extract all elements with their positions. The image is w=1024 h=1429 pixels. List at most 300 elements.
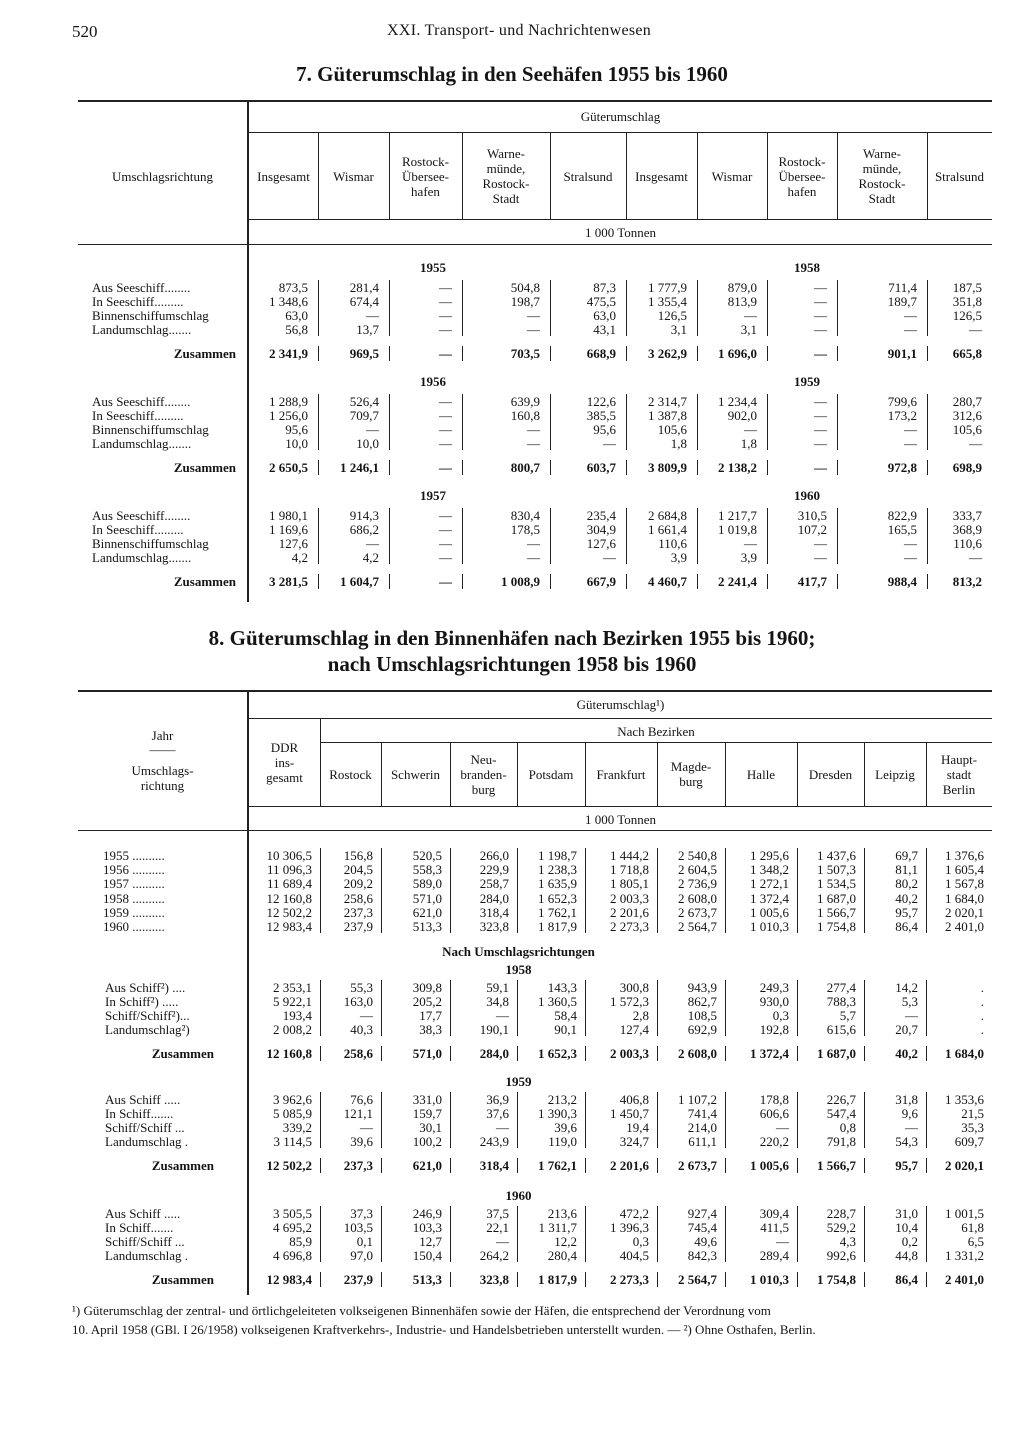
table-cell: — [904,322,917,337]
table-row [0,876,1024,891]
table8-column-header: Magde- burg [670,759,712,789]
table-cell: 312,6 [952,408,982,423]
column-rule [926,742,927,806]
table-cell: — [360,1008,373,1023]
table-cell: — [814,550,827,565]
table-cell: 156,8 [343,848,373,863]
table-cell: 3 505,5 [273,1206,312,1221]
table-cell: 1 687,0 [817,1046,856,1061]
column-rule [864,848,865,933]
table-cell: 95,6 [593,422,616,437]
column-rule [585,1046,586,1061]
table-cell: 992,6 [826,1248,856,1263]
table-cell: 204,5 [343,862,373,878]
table-cell: 5,7 [839,1008,856,1023]
column-rule [585,848,586,933]
table-cell: — [527,308,540,323]
table-cell: 228,7 [826,1206,856,1221]
table-cell: 822,9 [887,508,917,523]
table-cell: 150,4 [412,1248,442,1263]
column-rule [462,280,463,336]
row-label: Aus Seeschiff........ [92,508,191,523]
column-rule [797,742,798,806]
table-cell: 0,3 [772,1008,789,1023]
table-cell: 504,8 [510,280,540,295]
table-cell: — [439,436,452,451]
table-cell: 2 540,8 [678,848,717,863]
table-cell: 603,7 [586,460,616,475]
column-rule [837,132,838,219]
table-cell: — [904,536,917,551]
column-rule [837,460,838,475]
table-cell: — [776,1234,789,1249]
table-cell: 2 673,7 [678,904,717,920]
table-cell: 63,0 [285,308,308,323]
table-cell: 2 020,1 [945,904,984,920]
table-cell: 2 273,3 [610,919,649,934]
column-rule [318,394,319,450]
table-cell: — [527,550,540,565]
table-cell: 281,4 [349,280,379,295]
table-cell: 1 805,1 [610,876,649,892]
row-label: Zusammen [151,1272,214,1287]
table-cell: — [439,394,452,409]
table-cell: — [814,308,827,323]
table-cell: 49,6 [694,1234,717,1249]
table7-column-header: Warne- münde, Rostock- Stadt [482,146,530,206]
column-rule [927,280,928,336]
table-row [0,1206,1024,1221]
table-cell: 368,9 [952,522,982,537]
column-rule [585,1272,586,1287]
table-cell: 237,3 [343,1158,373,1173]
table-cell: 69,7 [895,848,918,863]
table-cell: 229,9 [479,862,509,878]
table-cell: 143,3 [547,980,577,995]
column-rule [550,132,551,219]
row-label: Landumschlag....... [92,550,192,565]
table-cell: 0,2 [901,1234,918,1249]
table-cell: 674,4 [349,294,379,309]
table-row [0,1008,1024,1023]
table-cell: 589,0 [412,876,442,892]
table-cell: 1 107,2 [678,1092,717,1107]
footnote-line-2: 10. April 1958 (GBl. I 26/1958) volkseigenen Kraftverkehrs-, Industrie- und Handelsbetrieben unterstellt wurden. — ²) Ohne Osthafen, Berlin. [72,1322,816,1337]
table-cell: 686,2 [349,522,379,537]
table8-block-year: 1958 [505,962,532,977]
table-cell: — [439,574,452,589]
table-cell: 105,6 [657,422,687,437]
row-label: Schiff/Schiff ... [105,1120,185,1135]
table-cell: 86,4 [895,919,918,934]
table-cell: 3 962,6 [273,1092,312,1107]
column-rule [725,980,726,1036]
column-rule [626,132,627,219]
table-cell: 284,0 [479,1046,509,1061]
column-rule [450,1272,451,1287]
table-cell: 10,0 [356,436,379,451]
table-cell: 1 376,6 [945,848,984,863]
table-cell: 85,9 [289,1234,312,1249]
table-cell: — [814,422,827,437]
table-cell: — [439,308,452,323]
table-cell: 11 689,4 [266,876,312,892]
column-rule [797,1158,798,1173]
table-cell: 668,9 [586,346,616,361]
table-cell: 513,3 [412,919,442,934]
table-cell: 55,3 [350,980,373,995]
row-label: Landumschlag . [105,1134,189,1149]
table-cell: 902,0 [727,408,757,423]
row-label: Landumschlag²) [105,1022,190,1037]
table-cell: 1 295,6 [750,848,789,863]
table-cell: 37,5 [486,1206,509,1221]
column-rule [837,394,838,450]
table-cell: 0,3 [632,1234,649,1249]
table-cell: 842,3 [687,1248,717,1263]
table-cell: 1 348,2 [750,862,789,878]
table-cell: 1 010,3 [750,919,789,934]
column-rule [725,1158,726,1173]
table-cell: 21,5 [961,1106,984,1121]
table-cell: 1 396,3 [610,1220,649,1235]
table-cell: 30,1 [419,1120,442,1135]
column-rule [462,346,463,361]
table-cell: 4 695,2 [273,1220,312,1235]
table-cell: 10,0 [285,436,308,451]
table-cell: 2 673,7 [678,1158,717,1173]
table7-column-header: Wismar [333,168,374,184]
table-cell: 165,5 [887,522,917,537]
table-cell: — [366,536,379,551]
table-cell: 19,4 [626,1120,649,1135]
table-row [0,308,1024,323]
table-cell: 529,2 [826,1220,856,1235]
table8-row-header-sep: —— [149,741,176,757]
column-rule [927,346,928,361]
row-label: In Seeschiff......... [92,408,184,423]
column-rule [517,1046,518,1061]
table-cell: — [439,408,452,423]
table-cell: 0,8 [839,1120,856,1135]
column-rule [381,980,382,1036]
table-cell: 1 005,6 [750,1158,789,1173]
table-cell: 2 138,2 [718,460,757,475]
table-cell: 711,4 [888,280,917,295]
column-rule [864,1158,865,1173]
table-cell: 1 217,7 [718,508,757,523]
table7-column-header: Rostock- Übersee- hafen [778,153,826,199]
table-cell: 10 306,5 [266,848,312,863]
table-cell: 2 241,4 [718,574,757,589]
table-cell: 127,6 [278,536,308,551]
column-rule [697,574,698,589]
row-label: Landumschlag . [105,1248,189,1263]
table-cell: — [439,294,452,309]
table-cell: 43,1 [593,322,616,337]
table8-block-year: 1959 [505,1074,532,1089]
table-cell: 2 608,0 [678,890,717,906]
table-cell: — [439,422,452,437]
table-cell: . [980,994,984,1009]
table-cell: 472,2 [619,1206,649,1221]
table-cell: 667,9 [586,574,616,589]
table-cell: 3 262,9 [648,346,687,361]
table-cell: 1 635,9 [538,876,577,892]
table8-direction-heading: Nach Umschlagsrichtungen [442,944,595,959]
row-label: In Seeschiff......... [92,294,184,309]
table-cell: 4,2 [362,550,379,565]
table-cell: 300,8 [619,980,649,995]
table7-year-right: 1959 [794,374,820,389]
table-cell: 1 450,7 [610,1106,649,1121]
table-cell: 12,7 [419,1234,442,1249]
column-rule [450,1046,451,1061]
table-row [0,919,1024,934]
column-rule [626,508,627,564]
column-rule [550,508,551,564]
column-rule [657,1046,658,1061]
table-cell: 3 281,5 [269,574,308,589]
column-rule [450,848,451,933]
column-rule [797,1206,798,1262]
table8-sub-header: Nach Bezirken [617,723,695,739]
table-row [0,848,1024,863]
table-cell: 621,0 [412,1158,442,1173]
table-cell: 40,2 [895,890,918,906]
column-rule [767,574,768,589]
table-cell: 4,3 [839,1234,856,1249]
column-rule [626,460,627,475]
table-cell: 1 754,8 [817,919,856,934]
table-cell: . [980,980,984,995]
table-cell: 2 564,7 [678,919,717,934]
table-cell: 404,5 [619,1248,649,1263]
table-cell: 198,7 [510,294,540,309]
table8-title-line1: 8. Güterumschlag in den Binnenhäfen nach Bezirken 1955 bis 1960; [208,626,816,650]
table-cell: 1 353,6 [945,1092,984,1107]
column-rule [697,394,698,450]
column-rule [320,1046,321,1061]
table8-column-header: Rostock [329,766,372,782]
column-rule [550,394,551,450]
table-cell: 1 652,3 [538,1046,577,1061]
table-cell: — [814,346,827,361]
column-rule [450,1206,451,1262]
table-cell: 2 020,1 [945,1158,984,1173]
table-row [0,1022,1024,1037]
table-cell: 709,7 [349,408,379,423]
table-cell: — [904,436,917,451]
table-cell: 639,9 [510,394,540,409]
table-cell: 213,2 [547,1092,577,1107]
column-rule [320,1206,321,1262]
table7-year-right: 1960 [794,488,820,503]
table-cell: 34,8 [486,994,509,1009]
table-cell: 246,9 [412,1206,442,1221]
table-row [0,280,1024,295]
table-cell: 1 718,8 [610,862,649,878]
table-cell: — [814,394,827,409]
table-cell: 800,7 [510,460,540,475]
column-rule [389,508,390,564]
column-rule [725,1092,726,1148]
column-rule [381,1046,382,1061]
column-rule [767,346,768,361]
table-cell: 2 608,0 [678,1046,717,1061]
row-label: In Schiff²) ..... [105,994,179,1009]
table-cell: 1 198,7 [538,848,577,863]
column-rule [550,574,551,589]
table-cell: 187,5 [952,280,982,295]
table-cell: — [814,322,827,337]
table-cell: — [603,436,616,451]
column-rule [725,1046,726,1061]
column-rule [320,1158,321,1173]
row-label: In Seeschiff......... [92,522,184,537]
table-cell: 5,3 [901,994,918,1009]
column-rule [389,394,390,450]
table-cell: 1 390,3 [538,1106,577,1121]
table-cell: 12 160,8 [266,890,312,906]
table-cell: 703,5 [510,346,540,361]
table-cell: 1 005,6 [750,904,789,920]
table-cell: 1 687,0 [817,890,856,906]
row-label: Aus Schiff ..... [105,1206,181,1221]
column-rule [318,574,319,589]
table-cell: 1 256,0 [269,408,308,423]
column-rule [657,980,658,1036]
table-cell: 122,6 [586,394,616,409]
table-cell: 1 762,1 [538,904,577,920]
column-rule [797,980,798,1036]
table-cell: 178,8 [759,1092,789,1107]
table-cell: 54,3 [895,1134,918,1149]
table-row [0,536,1024,551]
column-rule [626,394,627,450]
column-rule [320,980,321,1036]
table-cell: 988,4 [887,574,917,589]
table-cell: 105,6 [952,422,982,437]
table-cell: 1 980,1 [269,508,308,523]
row-label: 1958 .......... [103,890,165,906]
table-cell: 214,0 [687,1120,717,1135]
table-cell: 44,8 [895,1248,918,1263]
table-cell: 39,6 [350,1134,373,1149]
column-rule [767,132,768,219]
column-rule [697,460,698,475]
table-row [0,1120,1024,1135]
table-cell: 1 234,4 [718,394,757,409]
table-cell: 103,3 [412,1220,442,1235]
table-cell: 1 762,1 [538,1158,577,1173]
table-cell: 266,0 [479,848,509,863]
table-cell: 86,4 [895,1272,918,1287]
table-cell: 1 238,3 [538,862,577,878]
table-cell: 417,7 [797,574,827,589]
table8-column-header: Leipzig [875,766,915,782]
table-cell: 80,2 [895,876,918,892]
row-label: Aus Seeschiff........ [92,280,191,295]
column-rule [926,1046,927,1061]
table-cell: 237,9 [343,919,373,934]
table-cell: — [439,280,452,295]
table-cell: 159,7 [412,1106,442,1121]
column-rule [926,980,927,1036]
table-cell: 310,5 [797,508,827,523]
table-cell: 1 246,1 [340,460,379,475]
table-cell: 14,2 [895,980,918,995]
column-rule [725,1206,726,1262]
table-cell: 930,0 [759,994,789,1009]
row-label: 1955 .......... [103,848,165,863]
table-cell: — [603,550,616,565]
table-cell: 1,8 [670,436,687,451]
table8-total-row [0,1272,1024,1287]
table8-column-header: Halle [746,766,776,782]
table-cell: 220,2 [759,1134,789,1149]
table-cell: 2 273,3 [610,1272,649,1287]
table-cell: 813,2 [952,574,982,589]
column-rule [626,346,627,361]
column-rule [767,280,768,336]
table-cell: 2 401,0 [945,1272,984,1287]
column-rule [864,980,865,1036]
row-label: Aus Schiff ..... [105,1092,181,1107]
table7-row-header: Umschlagsrichtung [111,168,214,184]
table-cell: 615,6 [826,1022,856,1037]
table-cell: 1 019,8 [718,522,757,537]
table-cell: 173,2 [887,408,917,423]
column-rule [450,980,451,1036]
table-cell: 1,8 [740,436,757,451]
table-cell: — [814,536,827,551]
column-rule [381,848,382,933]
table-cell: 31,8 [895,1092,918,1107]
table-cell: 4 460,7 [648,574,687,589]
table-cell: 127,4 [619,1022,649,1037]
table-cell: 119,0 [548,1134,577,1149]
column-rule [926,1206,927,1262]
table-cell: 309,8 [412,980,442,995]
column-rule [797,848,798,933]
table-cell: 475,5 [586,294,616,309]
table-cell: 3 809,9 [648,460,687,475]
table7-column-header: Rostock- Übersee- hafen [402,153,449,199]
column-rule [864,1206,865,1262]
row-label: Binnenschiffumschlag [92,536,209,551]
column-rule [585,980,586,1036]
table-cell: 2 401,0 [945,919,984,934]
column-rule [797,1092,798,1148]
column-rule [462,394,463,450]
table-cell: 59,1 [486,980,509,995]
table-cell: 95,6 [285,422,308,437]
table-cell: 209,2 [343,876,373,892]
table-cell: 90,1 [554,1022,577,1037]
table-cell: 873,5 [278,280,308,295]
column-rule [585,1092,586,1148]
table-cell: 264,2 [479,1248,509,1263]
table-cell: — [360,1120,373,1135]
row-label: Binnenschiffumschlag [92,308,209,323]
table8-column-header: DDR ins- gesamt [266,739,303,785]
table-cell: 914,3 [349,508,379,523]
column-rule [927,132,928,219]
table7-year-right: 1958 [794,260,820,275]
table-cell: 304,9 [586,522,616,537]
table-cell: 17,7 [419,1008,442,1023]
